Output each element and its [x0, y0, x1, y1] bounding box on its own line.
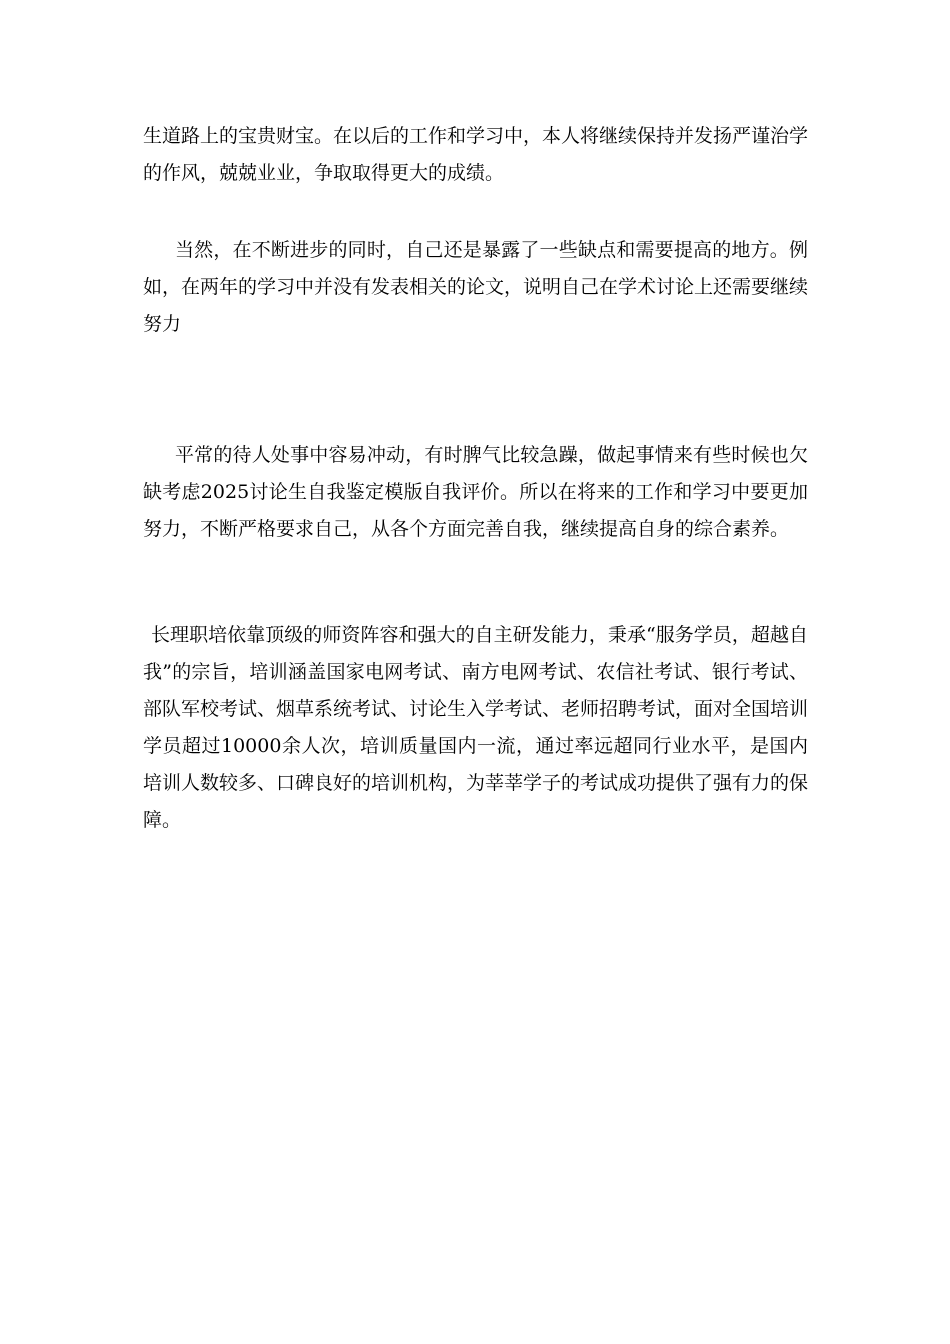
- paragraph-self-evaluation: 平常的待人处事中容易冲动，有时脾气比较急躁，做起事情来有些时候也欠缺考虑2025讨论生自我鉴定模版自我评价。所以在将来的工作和学习中要更加努力，不断严格要求自己，从各个方面完善自我，继续提高自身的综合素养。: [143, 444, 808, 540]
- paragraph-shortcomings: 当然，在不断进步的同时，自己还是暴露了一些缺点和需要提高的地方。例如，在两年的学习中并没有发表相关的论文，说明自己在学术讨论上还需要继续努力: [143, 239, 809, 335]
- paragraph-training-ad: 长理职培依靠顶级的师资阵容和强大的自主研发能力，秉承“服务学员，超越自我”的宗旨，培训涵盖国家电网考试、南方电网考试、农信社考试、银行考试、部队军校考试、烟草系统考试、讨论生入学考试、老师招聘考试，面对全国培训学员超过10000余人次，培训质量国内一流，通过率远超同行业水平，是国内培训人数较多、口碑良好的培训机构，为莘莘学子的考试成功提供了强有力的保障。: [143, 624, 809, 831]
- paragraph-continuation: 生道路上的宝贵财宝。在以后的工作和学习中，本人将继续保持并发扬严谨治学的作风，兢兢业业，争取取得更大的成绩。: [143, 125, 809, 184]
